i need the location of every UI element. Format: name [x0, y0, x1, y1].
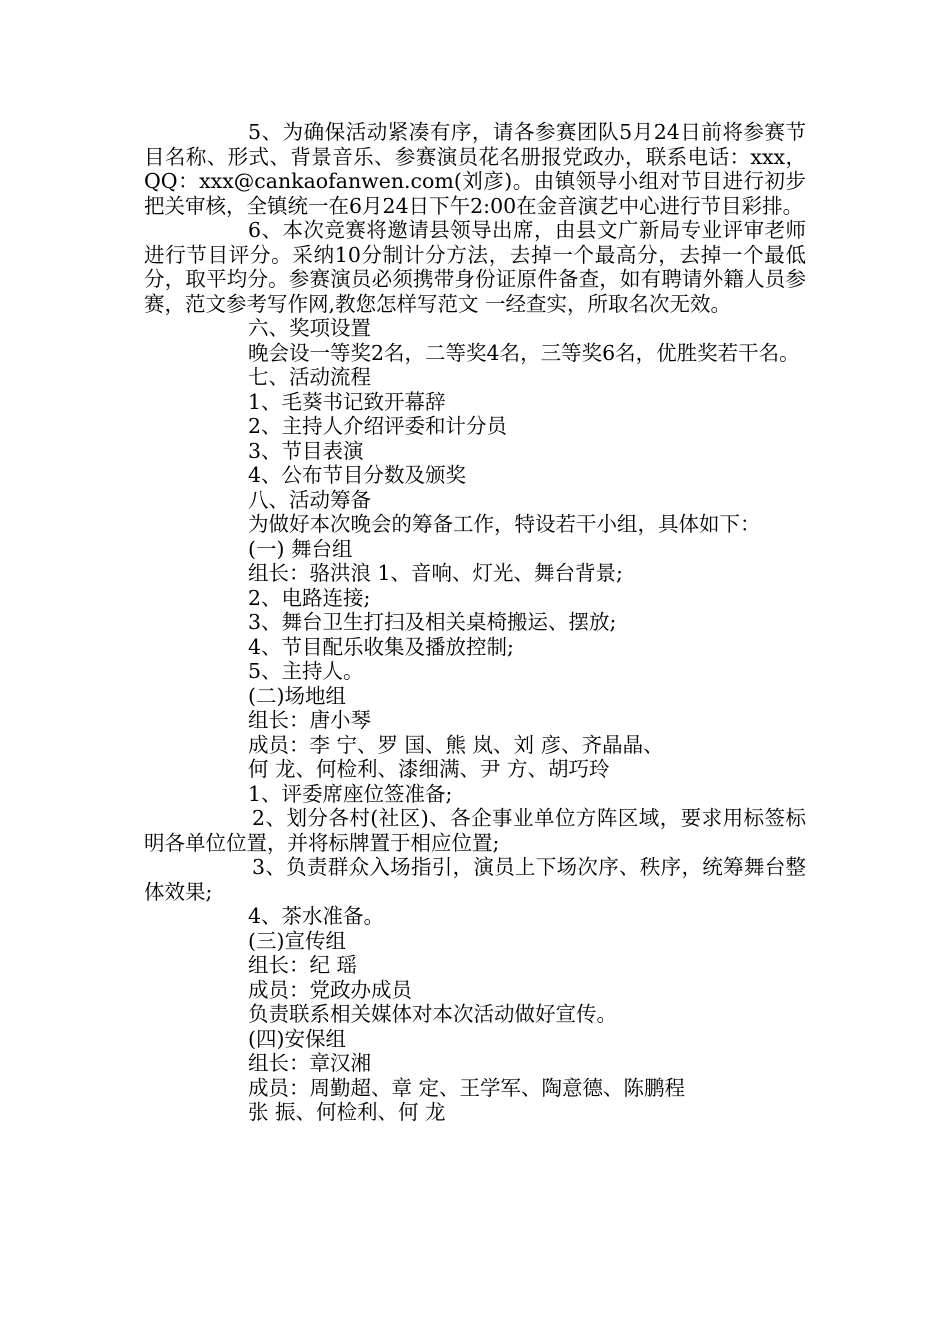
venue-task-4: 4、茶水准备。	[248, 904, 385, 928]
group-title-venue: (二)场地组	[248, 683, 346, 708]
venue-task-2: 2、划分各村(社区)、各企事业单位方阵区域，要求用标签标明各单位位置，并将标牌置于相应位置;	[144, 806, 806, 855]
group-title-stage: (一) 舞台组	[248, 536, 353, 561]
flow-item-1: 1、毛葵书记致开幕辞	[248, 389, 446, 414]
prep-intro: 为做好本次晚会的筹备工作，特设若干小组，具体如下：	[248, 512, 761, 536]
venue-members-line-2: 何 龙、何检利、漆细满、尹 方、胡巧玲	[248, 757, 610, 781]
paragraph-item-5: 5、为确保活动紧凑有序，请各参赛团队5月24日前将参赛节目名称、形式、背景音乐、参赛演员花名册报党政办，联系电话：xxx，QQ：xxx@cankaofanwen.com(刘彦)。由镇领导小组对节目进行初步把关审核，全镇统一在6月24日下午2:00在金音演艺中心进行节目彩排。	[144, 120, 806, 218]
stage-task-3: 3、舞台卫生打扫及相关桌椅搬运、摆放;	[248, 610, 617, 634]
section-heading-prep: 八、活动筹备	[248, 487, 371, 512]
group-leader-security: 组长：章汉湘	[248, 1051, 371, 1075]
publicity-task: 负责联系相关媒体对本次活动做好宣传。	[248, 1002, 617, 1026]
stage-task-4: 4、节目配乐收集及播放控制;	[248, 634, 514, 659]
group-leader-stage: 组长：骆洪浪 1、音响、灯光、舞台背景;	[248, 561, 623, 585]
publicity-members: 成员：党政办成员	[248, 977, 412, 1002]
group-title-security: (四)安保组	[248, 1026, 346, 1051]
flow-item-4: 4、公布节目分数及颁奖	[248, 463, 467, 487]
section-heading-flow: 七、活动流程	[248, 365, 371, 389]
awards-text: 晚会设一等奖2名，二等奖4名，三等奖6名，优胜奖若干名。	[248, 340, 800, 365]
venue-task-1: 1、评委席座位签准备;	[248, 781, 453, 806]
paragraph-item-6: 6、本次竞赛将邀请县领导出席，由县文广新局专业评审老师进行节目评分。采纳10分制计分方法，去掉一个最高分，去掉一个最低分，取平均分。参赛演员必须携带身份证原件备查，如有聘请外籍人员参赛，范文参考写作网,教您怎样写范文 一经查实，所取名次无效。	[144, 218, 806, 316]
venue-task-3: 3、负责群众入场指引，演员上下场次序、秩序，统筹舞台整体效果;	[144, 855, 806, 904]
security-members-line-1: 成员：周勤超、章 定、王学军、陶意德、陈鹏程	[248, 1075, 686, 1100]
stage-task-5: 5、主持人。	[248, 659, 364, 683]
security-members-line-2: 张 振、何检利、何 龙	[248, 1100, 446, 1124]
stage-task-2: 2、电路连接;	[248, 585, 371, 610]
venue-members-line-1: 成员：李 宁、罗 国、熊 岚、刘 彦、齐晶晶、	[248, 732, 664, 757]
document-page	[144, 120, 806, 1125]
group-title-publicity: (三)宣传组	[248, 928, 346, 953]
flow-item-2: 2、主持人介绍评委和计分员	[248, 414, 508, 438]
section-heading-awards: 六、奖项设置	[248, 316, 371, 340]
group-leader-venue: 组长：唐小琴	[248, 708, 371, 732]
group-leader-publicity: 组长：纪 瑶	[248, 953, 358, 977]
flow-item-3: 3、节目表演	[248, 438, 364, 463]
